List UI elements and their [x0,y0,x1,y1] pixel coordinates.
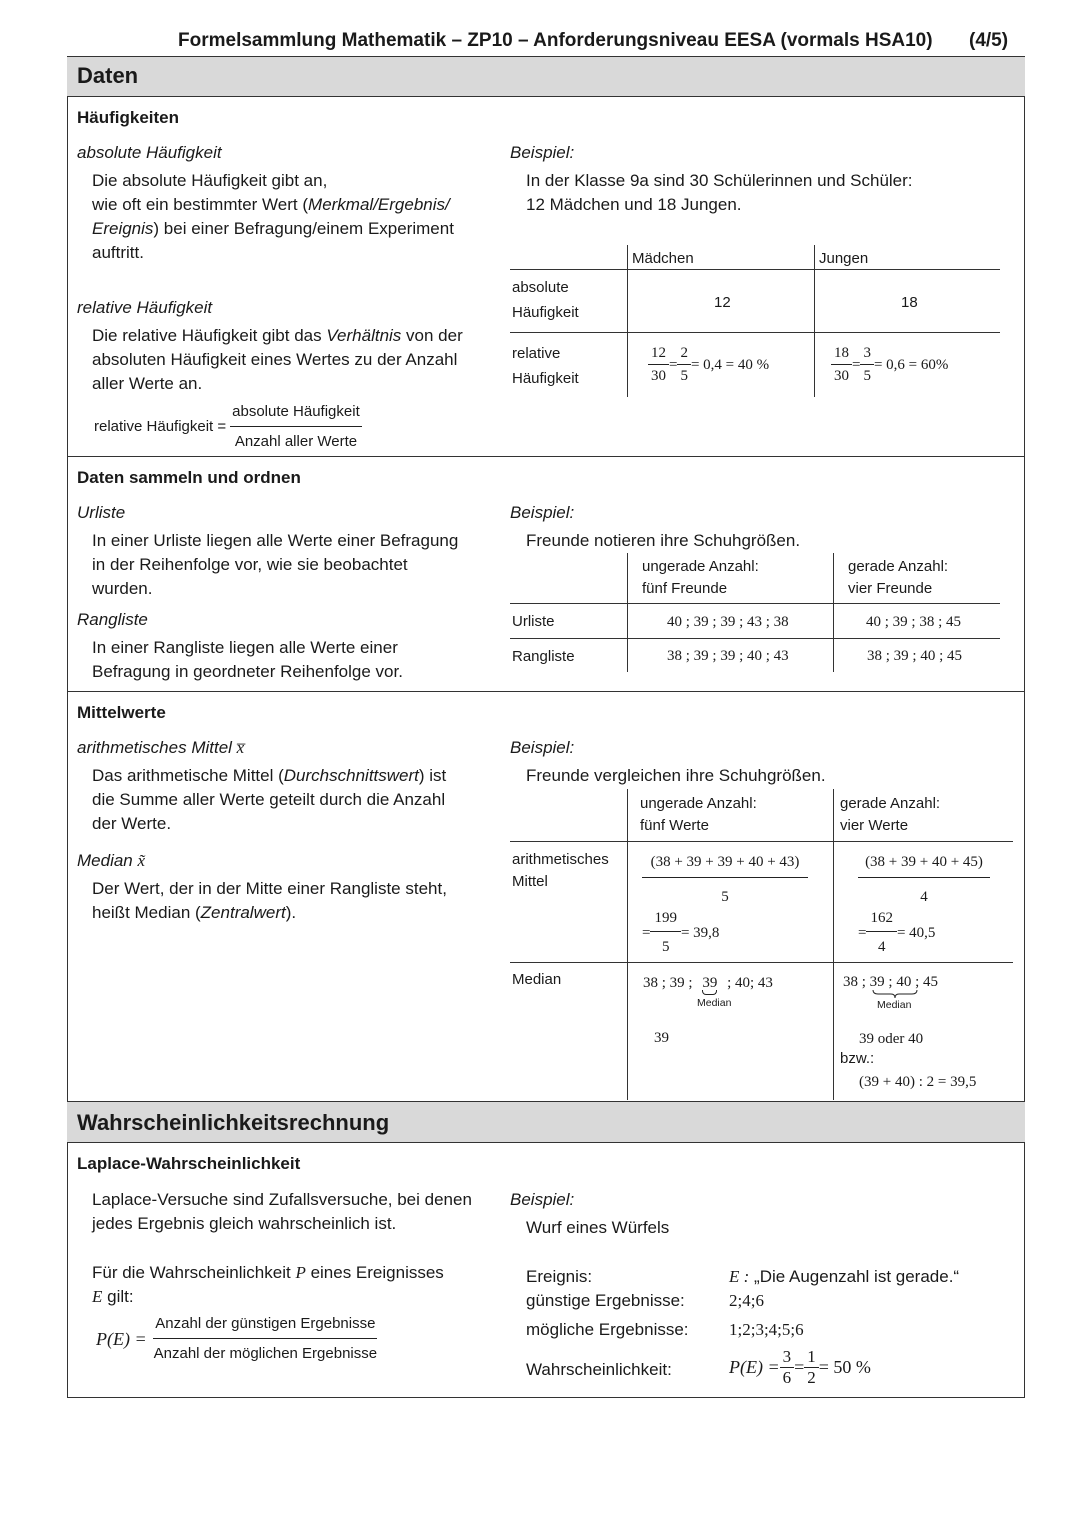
value-wahrscheinlichkeit: P(E) = $\frac{3}{6}$ = $\frac{1}{2}$ = 50 % [729,1347,871,1387]
table-hline [510,269,1000,270]
am-gerade-result: = $\frac{162}{4}$ = 40,5 [858,907,935,958]
table-row-label-relative: relative Häufigkeit [512,345,579,387]
table-row-label-arithmetisches-mittel: arithmetisches Mittel [512,851,609,890]
example-label-haeufigkeiten: Beispiel: [510,143,575,162]
definition-relative-haeufigkeit: Die relative Häufigkeit gibt das Verhältnis von der absoluten Häufigkeit eines Wertes zu der Anzahl aller Werte an. [92,326,463,393]
table-cell-rel-jungen: $\frac{18}{30}$ = $\frac{3}{5}$ = 0,6 = 60% [831,342,948,387]
example-label-mittelwerte: Beispiel: [510,738,575,757]
table-hline [510,841,1013,842]
formula-laplace: P(E) = $\frac{\text{Anzahl der günstigen Ergebnisse}}{\text{Anzahl der möglichen Ergebnisse}}$ [96,1315,378,1362]
table-cell-abs-jungen: 18 [901,294,918,311]
subsection-title-daten-sammeln: Daten sammeln und ordnen [77,468,301,487]
table-header-ungerade: ungerade Anzahl: fünf Freunde [642,558,759,597]
median-brace-icon [872,989,918,999]
section-title-daten: Daten [77,63,139,88]
example-label-sammeln: Beispiel: [510,503,575,522]
section-bar-daten [67,56,1025,97]
table-cell-abs-maedchen: 12 [714,294,731,311]
table-cell-rangliste-gerade: 38 ; 39 ; 40 ; 45 [867,648,963,664]
table-vline [814,245,815,397]
term-arithmetisches-mittel: arithmetisches Mittel x̅ [77,738,245,757]
subsection-title-laplace: Laplace-Wahrscheinlichkeit [77,1154,301,1173]
table-row-label-rangliste: Rangliste [512,648,575,665]
table-hline [510,962,1013,963]
table-header-jungen: Jungen [819,250,869,267]
table-header-gerade-werte: gerade Anzahl: vier Werte [840,795,941,834]
table-hline [510,332,1000,333]
subsection-title-mittelwerte: Mittelwerte [77,703,166,722]
example-text-sammeln: Freunde notieren ihre Schuhgrößen. [526,531,801,550]
table-cell-urliste-gerade: 40 ; 39 ; 38 ; 45 [866,614,962,630]
table-vline [627,245,628,397]
term-rangliste: Rangliste [77,610,148,629]
table-vline [627,789,628,1100]
table-hline [510,603,1000,604]
definition-absolute-haeufigkeit: Die absolute Häufigkeit gibt an, wie oft ein bestimmter Wert (Merkmal/Ergebnis/ Ereignis) bei einer Befragung/einem Experiment auftritt. [92,171,454,262]
definition-median: Der Wert, der in der Mitte einer Rangliste steht, heißt Median (Zentralwert). [92,879,447,922]
example-text-laplace: Wurf eines Würfels [526,1218,670,1237]
term-median: Median x̃ [77,851,146,870]
am-gerade-fraction: (38 + 39 + 40 + 45) 4 [858,851,990,908]
table-row-label-absolute: absolute Häufigkeit [512,279,579,321]
example-label-laplace: Beispiel: [510,1190,575,1209]
definition-laplace: Laplace-Versuche sind Zufallsversuche, bei denen jedes Ergebnis gleich wahrscheinlich ist. [92,1190,472,1233]
value-moegliche-ergebnisse: 1;2;3;4;5;6 [729,1320,804,1339]
definition-wahrscheinlichkeit: Für die Wahrscheinlichkeit P eines Ereignisses E gilt: [92,1263,444,1306]
example-text-mittelwerte: Freunde vergleichen ihre Schuhgrößen. [526,766,826,785]
table-row-label-urliste: Urliste [512,613,555,630]
section-bar-wahrscheinlichkeit [67,1101,1025,1143]
value-ereignis: E : „Die Augenzahl ist gerade.“ [729,1267,960,1286]
table-header-gerade: gerade Anzahl: vier Freunde [848,558,949,597]
table-vline [833,789,834,1100]
term-absolute-haeufigkeit: absolute Häufigkeit [77,143,222,162]
definition-urliste: In einer Urliste liegen alle Werte einer Befragung in der Reihenfolge vor, wie sie beobachtet wurden. [92,531,459,598]
median-ungerade-list: 38 ; 39 ; 39 ; 40; 43 [643,972,773,994]
value-guenstige-ergebnisse: 2;4;6 [729,1291,764,1310]
term-urliste: Urliste [77,503,126,522]
label-moegliche-ergebnisse: mögliche Ergebnisse: [526,1320,689,1339]
table-hline [510,638,1000,639]
section-divider [67,456,1025,457]
am-ungerade-fraction: (38 + 39 + 39 + 40 + 43) 5 [642,851,808,908]
example-text-haeufigkeiten: In der Klasse 9a sind 30 Schülerinnen und Schüler: 12 Mädchen und 18 Jungen. [526,171,913,214]
section-divider [67,691,1025,692]
label-ereignis: Ereignis: [526,1267,593,1286]
table-cell-urliste-ungerade: 40 ; 39 ; 39 ; 43 ; 38 [667,614,789,630]
document-title: Formelsammlung Mathematik – ZP10 – Anforderungsniveau EESA (vormals HSA10) [178,30,933,51]
median-bzw: bzw.: [840,1050,875,1067]
am-ungerade-result: = $\frac{199}{5}$ = 39,8 [642,907,719,958]
label-guenstige-ergebnisse: günstige Ergebnisse: [526,1291,685,1310]
definition-rangliste: In einer Rangliste liegen alle Werte einer Befragung in geordneter Reihenfolge vor. [92,638,403,681]
median-gerade-list: 38 ; 39 ; 40 ; 45 [843,974,939,990]
label-wahrscheinlichkeit: Wahrscheinlichkeit: [526,1360,672,1379]
table-header-maedchen: Mädchen [632,250,694,267]
median-label: Median [877,999,912,1011]
page-number: (4/5) [969,30,1009,51]
formula-relative-haeufigkeit: relative Häufigkeit = $\frac{\text{absolute Häufigkeit}}{\text{Anzahl aller Werte}}$ [94,403,360,450]
subsection-title-haeufigkeiten: Häufigkeiten [77,108,180,127]
table-cell-rel-maedchen: $\frac{12}{30}$ = $\frac{2}{5}$ = 0,4 = 40 % [648,342,769,387]
table-vline [627,553,628,672]
table-vline [833,553,834,672]
median-gerade-mean: (39 + 40) : 2 = 39,5 [859,1074,977,1090]
section-title-wahrscheinlichkeit: Wahrscheinlichkeitsrechnung [77,1110,390,1135]
median-ungerade-result: 39 [654,1030,669,1046]
definition-arithmetisches-mittel: Das arithmetische Mittel (Durchschnittswert) ist die Summe aller Werte geteilt durch die Anzahl der Werte. [92,766,447,833]
table-header-ungerade-werte: ungerade Anzahl: fünf Werte [640,795,757,834]
median-label: Median [697,997,732,1009]
term-relative-haeufigkeit: relative Häufigkeit [77,298,213,317]
table-row-label-median: Median [512,971,562,988]
median-gerade-result: 39 oder 40 [859,1031,924,1047]
table-cell-rangliste-ungerade: 38 ; 39 ; 39 ; 40 ; 43 [667,648,789,664]
